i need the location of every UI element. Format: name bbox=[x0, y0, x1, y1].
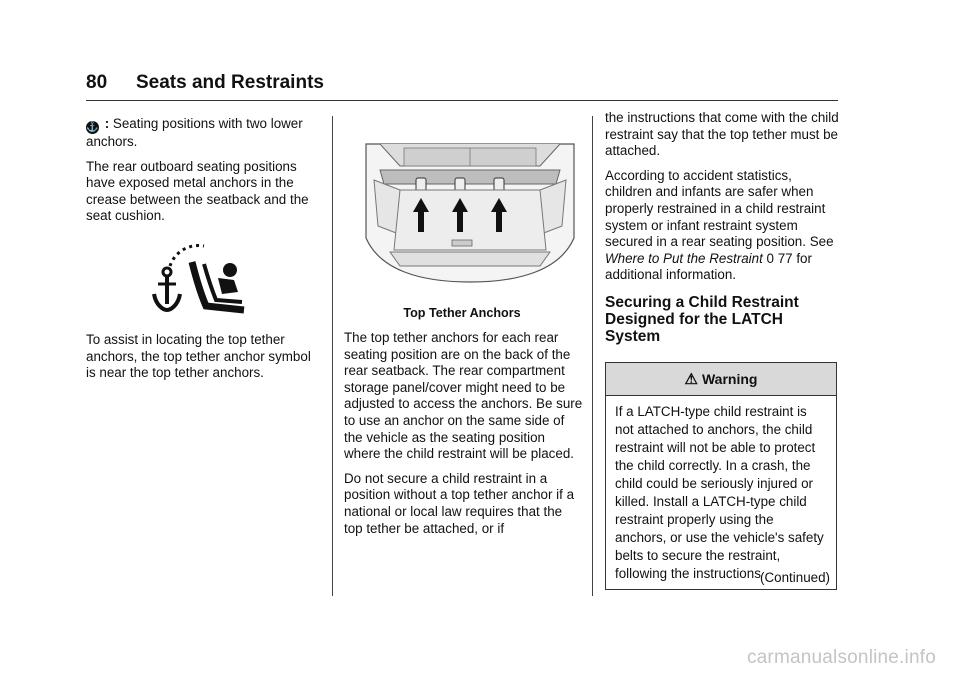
page-header bbox=[86, 70, 838, 102]
paragraph-text: for additional information. bbox=[605, 250, 812, 283]
cross-reference-link[interactable]: Where to Put the Restraint bbox=[605, 250, 763, 266]
page-reference: 0 77 bbox=[766, 250, 793, 266]
symbol-suffix: : bbox=[101, 116, 110, 131]
paragraph: To assist in locating the top tether anchors, the top tether anchor symbol is near the top tether anchors. bbox=[86, 332, 311, 381]
paragraph bbox=[605, 168, 839, 284]
column-middle bbox=[344, 330, 584, 545]
warning-triangle-icon: ⚠ bbox=[684, 371, 698, 388]
column-right bbox=[605, 110, 839, 345]
paragraph bbox=[86, 116, 322, 151]
column-divider bbox=[592, 116, 593, 596]
header-rule bbox=[86, 100, 838, 101]
continued-label: (Continued) bbox=[760, 570, 830, 585]
warning-box bbox=[605, 362, 837, 590]
paragraph: The rear outboard seating positions have exposed metal anchors in the crease between the seatback and the seat cushion. bbox=[86, 158, 309, 224]
figure-caption: Top Tether Anchors bbox=[403, 306, 521, 320]
column-divider bbox=[332, 116, 333, 596]
column-left-lower bbox=[86, 332, 322, 390]
paragraph-text: According to accident statistics, children and infants are safer when properly restrained in a child restraint system or infant restraint system secured in a rear seating position. See bbox=[605, 167, 834, 250]
warning-header bbox=[606, 363, 836, 396]
paragraph: the instructions that come with the child restraint say that the top tether must be attached. bbox=[605, 110, 839, 159]
paragraph: Do not secure a child restraint in a position without a top tether anchor if a national or local law requires that the top tether be attached, or if bbox=[344, 470, 575, 536]
column-left bbox=[86, 116, 322, 233]
page-number: 80 bbox=[86, 72, 108, 93]
warning-body: If a LATCH-type child restraint is not attached to anchors, the child restraint will not be able to protect the child correctly. In a crash, the child could be seriously injured or killed. Install a LATCH-type child restraint properly using the anchors, or use the vehicle's safety belts to secure the restraint, following the instructions bbox=[615, 404, 824, 581]
paragraph: The top tether anchors for each rear seating position are on the back of the rear seatback. The rear compartment storage panel/cover might need to be adjusted to access the anchors. Be sure to use an anchor on the same side of the vehicle as the seating position where the child restraint will be placed. bbox=[344, 330, 583, 462]
subheading: Securing a Child Restraint Designed for the LATCH System bbox=[605, 293, 799, 345]
top-tether-anchor-symbol-icon bbox=[152, 240, 252, 318]
paragraph-text: Seating positions with two lower anchors. bbox=[86, 116, 303, 149]
lower-anchor-icon: ⚓ bbox=[86, 122, 99, 133]
watermark: carmanualsonline.info bbox=[746, 647, 936, 668]
cargo-area-illustration bbox=[360, 140, 580, 288]
section-title: Seats and Restraints bbox=[136, 72, 324, 93]
warning-title: Warning bbox=[701, 371, 758, 387]
